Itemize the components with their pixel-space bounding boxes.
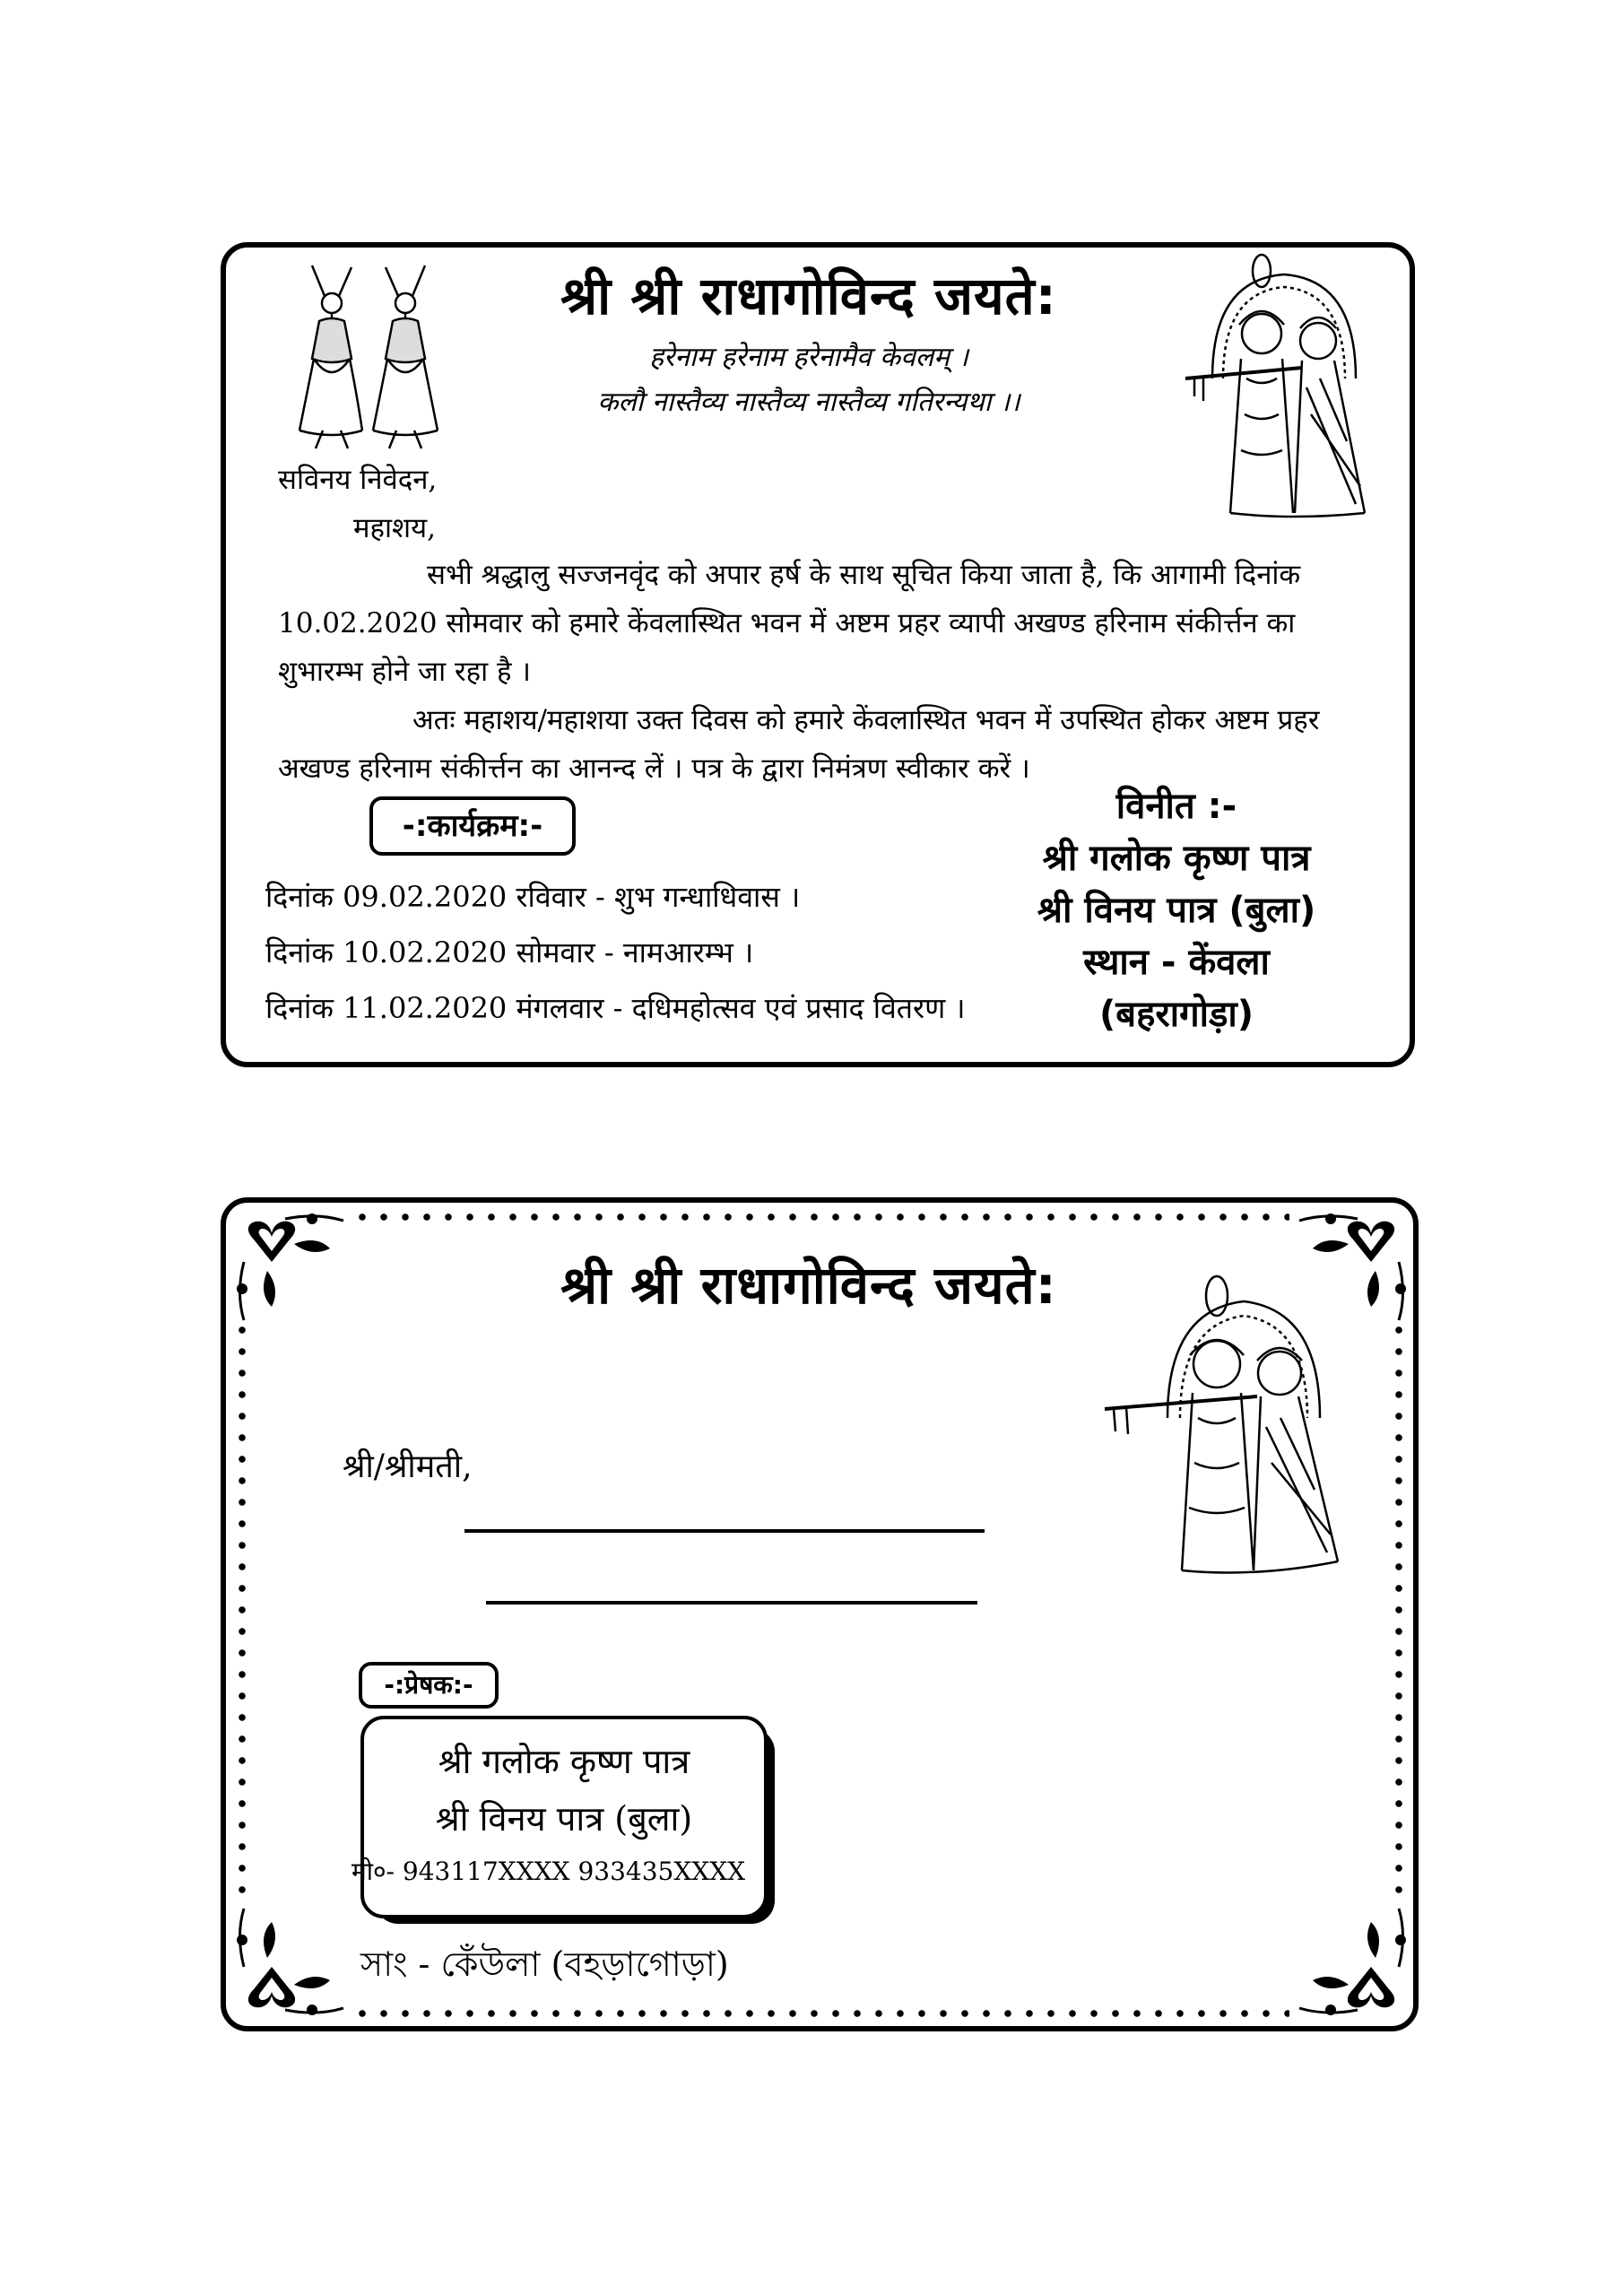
program-heading: -:कार्यक्रम:- bbox=[369, 796, 576, 856]
paragraph-line: सभी श्रद्धालु सज्जनवृंद को अपार हर्ष के साथ सूचित किया जाता है, कि आगामी दिनांक bbox=[427, 559, 1301, 591]
card-title: श्री श्री राधागोविन्द जयते: bbox=[560, 1255, 1057, 1316]
dotted-border-right bbox=[1395, 1319, 1402, 1893]
heart-corner-icon bbox=[1295, 1904, 1411, 2021]
invitation-card bbox=[221, 242, 1415, 1067]
sender-heading: -:प्रेषक:- bbox=[359, 1662, 499, 1709]
recipient-label: श्री/श्रीमती, bbox=[343, 1448, 473, 1485]
list-item: दिनांक 09.02.2020 रविवार - शुभ गन्धाधिवास । bbox=[265, 880, 801, 914]
dotted-border-top bbox=[352, 1213, 1289, 1221]
sender-name: श्री गलोक कृष्ण पात्र bbox=[1042, 838, 1311, 879]
program-list bbox=[265, 877, 966, 1044]
bengali-address: সাং - কেঁউলা (বহড়াগোড়া) bbox=[360, 1944, 729, 1984]
sender-name: श्री विनय पात्र (बुला) bbox=[1037, 890, 1316, 931]
dancers-icon bbox=[280, 260, 459, 457]
vinit-block bbox=[997, 780, 1356, 1040]
vinit-label: विनीत :- bbox=[1115, 786, 1237, 827]
paragraph-line: 10.02.2020 सोमवार को हमारे केंवलास्थित भवन में अष्टम प्रहर व्यापी अखण्ड हरिनाम संकीर्त्तन का bbox=[278, 607, 1296, 639]
radha-krishna-icon bbox=[1096, 1274, 1365, 1579]
radha-krishna-icon bbox=[1176, 253, 1392, 522]
address-line-1 bbox=[464, 1529, 985, 1533]
paragraph-line: अतः महाशय/महाशया उक्त दिवस को हमारे केंवलास्थित भवन में उपस्थित होकर अष्टम प्रहर bbox=[412, 704, 1320, 736]
paragraph-line: शुभारम्भ होने जा रहा है । bbox=[278, 656, 532, 688]
sender-name: श्री विनय पात्र (बुला) bbox=[435, 1799, 693, 1839]
sender-phone: मो०- 943117XXXX 933435XXXX bbox=[352, 1857, 746, 1886]
dotted-border-bottom bbox=[352, 2010, 1289, 2017]
address-line-2 bbox=[486, 1601, 977, 1605]
list-item: दिनांक 10.02.2020 सोमवार - नामआरम्भ । bbox=[265, 935, 754, 970]
heart-corner-icon bbox=[231, 1904, 348, 2021]
salutation-text: सविनय निवेदन, bbox=[278, 464, 438, 496]
place-district: (बहरागोड़ा) bbox=[1098, 994, 1254, 1035]
mantra-line-1: हरेनाम हरेनाम हरेनामैव केवलम् । bbox=[649, 342, 968, 373]
mantra-line-2: कलौ नास्तैव्य नास्तैव्य नास्तैव्य गतिरन्यथा ।। bbox=[597, 387, 1020, 418]
addressee-text: महाशय, bbox=[353, 512, 436, 544]
sender-name: श्री गलोक कृष्ण पात्र bbox=[438, 1742, 690, 1781]
envelope-card bbox=[221, 1197, 1419, 2031]
sender-box bbox=[352, 1716, 768, 1918]
invitation-paragraph bbox=[278, 551, 1390, 793]
card-title: श्री श्री राधागोविन्द जयते: bbox=[560, 265, 1057, 326]
paragraph-line: अखण्ड हरिनाम संकीर्त्तन का आनन्द लें । पत्र के द्वारा निमंत्रण स्वीकार करें । bbox=[278, 752, 1030, 785]
list-item: दिनांक 11.02.2020 मंगलवार - दधिमहोत्सव एवं प्रसाद वितरण । bbox=[265, 991, 966, 1025]
dotted-border-left bbox=[239, 1319, 246, 1893]
place-text: स्थान - केंवला bbox=[1083, 942, 1270, 983]
heart-corner-icon bbox=[231, 1208, 348, 1325]
